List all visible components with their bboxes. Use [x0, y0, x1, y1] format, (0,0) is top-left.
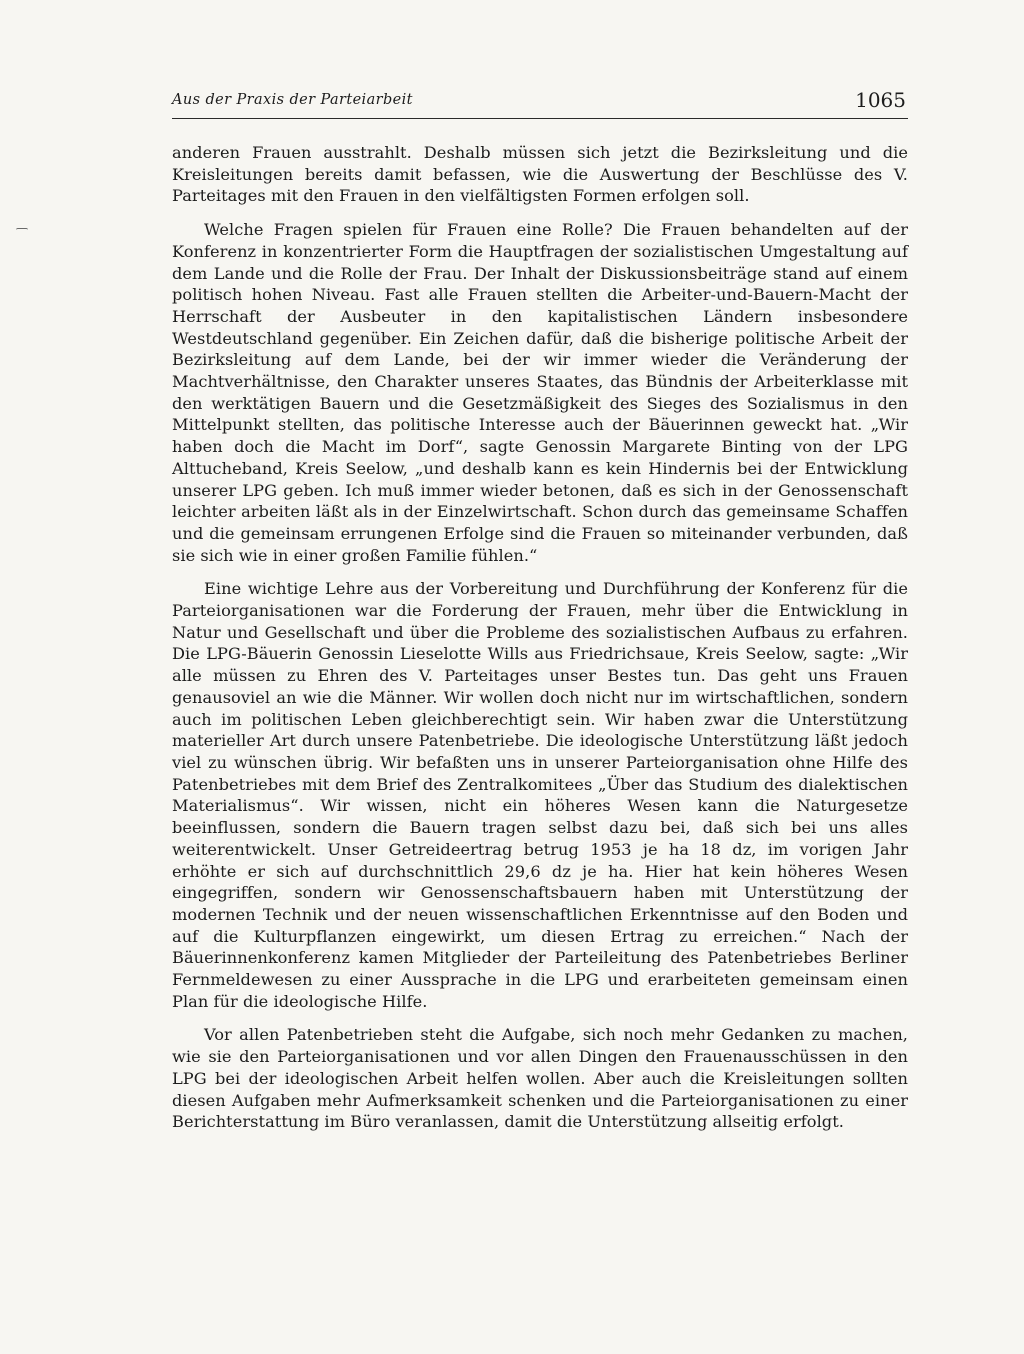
page-number: 1065	[855, 88, 906, 112]
paragraph-1: anderen Frauen ausstrahlt. Deshalb müssen sich jetzt die Bezirksleitung und die Kreisleitungen bereits damit befassen, wie die Auswertung der Beschlüsse des V. Parteitages mit den Frauen in den vielfältigsten Formen erfolgen soll.	[172, 143, 908, 206]
paragraph-gap	[172, 1012, 908, 1024]
body-text	[172, 142, 908, 1133]
paragraph-4: Vor allen Patenbetrieben steht die Aufgabe, sich noch mehr Gedanken zu machen, wie sie den Parteiorganisationen und vor allen Dingen den Frauenausschüssen in den LPG bei der ideologischen Arbeit helfen wollen. Aber auch die Kreisleitungen sollten diesen Aufgaben mehr Aufmerksamkeit schenken und die Parteiorganisationen zu einer Berichterstattung im Büro veranlassen, damit die Unterstützung allseitig erfolgt.	[172, 1025, 908, 1132]
paragraph-2: Welche Fragen spielen für Frauen eine Rolle? Die Frauen behandelten auf der Konferenz in konzentrierter Form die Hauptfragen der sozialistischen Umgestaltung auf dem Lande und die Rolle der Frau. Der Inhalt der Diskussionsbeiträge stand auf einem politisch hohen Niveau. Fast alle Frauen stellten die Arbeiter-und-Bauern-Macht der Herrschaft der Ausbeuter in den kapitalistischen Ländern insbesondere Westdeutschland gegenüber. Ein Zeichen dafür, daß die bisherige politische Arbeit der Bezirksleitung auf dem Lande, bei der wir immer wieder die Veränderung der Machtverhältnisse, den Charakter unseres Staates, das Bündnis der Arbeiterklasse mit den werktätigen Bauern und die Gesetzmäßigkeit des Sieges des Sozialismus in den Mittelpunkt stellten, das politische Interesse auch der Bäuerinnen geweckt hat. „Wir haben doch die Macht im Dorf“, sagte Genossin Margarete Binting von der LPG Alttucheband, Kreis Seelow, „und deshalb kann es kein Hindernis bei der Entwicklung unserer LPG geben. Ich muß immer wieder betonen, daß es sich in der Genossenschaft leichter arbeiten läßt als in der Einzelwirtschaft. Schon durch das gemeinsame Schaffen und die gemeinsam errungenen Erfolge sind die Frauen so miteinander verbunden, daß sie sich wie in einer großen Familie fühlen.“	[172, 220, 908, 565]
paragraph-gap	[172, 566, 908, 578]
running-title: Aus der Praxis der Parteiarbeit	[172, 92, 413, 108]
margin-mark	[16, 228, 28, 232]
paragraph-3: Eine wichtige Lehre aus der Vorbereitung und Durchführung der Konferenz für die Parteiorganisationen war die Forderung der Frauen, mehr über die Entwicklung in Natur und Gesellschaft und über die Probleme des sozialistischen Aufbaus zu erfahren. Die LPG-Bäuerin Genossin Lieselotte Wills aus Friedrichsaue, Kreis Seelow, sagte: „Wir alle müssen zu Ehren des V. Parteitages unser Bestes tun. Das geht uns Frauen genausoviel an wie die Männer. Wir wollen doch nicht nur im wirtschaftlichen, sondern auch im politischen Leben gleichberechtigt sein. Wir haben zwar die Unterstützung materieller Art durch unsere Patenbetriebe. Die ideologische Unterstützung läßt jedoch viel zu wünschen übrig. Wir befaßten uns in unserer Parteiorganisation ohne Hilfe des Patenbetriebes mit dem Brief des Zentralkomitees „Über das Studium des dialektischen Materialismus“. Wir wissen, nicht ein höheres Wesen kann die Naturgesetze beeinflussen, sondern die Bauern tragen selbst dazu bei, daß sich bei uns alles weiterentwickelt. Unser Getreideertrag betrug 1953 je ha 18 dz, im vorigen Jahr erhöhte er sich auf durchschnittlich 29,6 dz je ha. Hier hat kein höheres Wesen eingegriffen, sondern wir Genossenschaftsbauern haben mit Unterstützung der modernen Technik und der neuen wissenschaftlichen Erkenntnisse auf den Boden und auf die Kulturpflanzen eingewirkt, um diesen Ertrag zu erreichen.“ Nach der Bäuerinnenkonferenz kamen Mitglieder der Parteileitung des Patenbetriebes Berliner Fernmeldewesen zu einer Aussprache in die LPG und erarbeiteten gemeinsam einen Plan für die ideologische Hilfe.	[172, 579, 908, 1011]
running-header	[172, 86, 908, 119]
paragraph-gap	[172, 207, 908, 219]
